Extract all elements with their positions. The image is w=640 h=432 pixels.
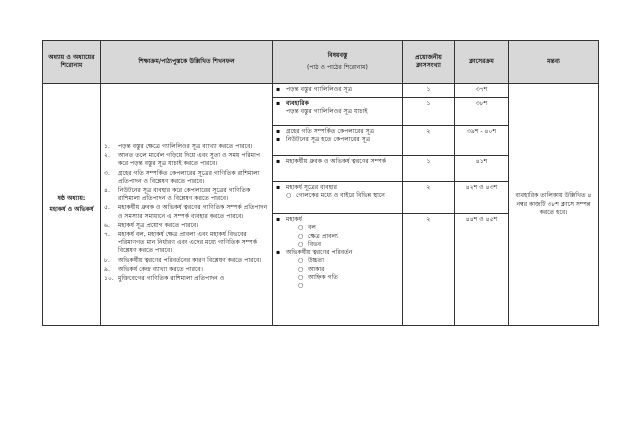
content-text: মহাকর্ষ সূত্রের ব্যবহার (286, 184, 338, 192)
content-item (276, 233, 399, 241)
classes-cell: ২ (403, 126, 455, 156)
square-bullet-icon: ▪ (276, 136, 281, 144)
order-cell: ৪২শ ও ৪৩শ (455, 182, 509, 214)
order-cell: ৩৯শ - ৪০শ (455, 126, 509, 156)
content-text: গোলকের মধ্যে ও বাইরে বিভিন্ন স্থানে (296, 192, 385, 200)
objective-text: নিউটনের সূত্র ব্যবহার করে কেপলারের সূত্রের গাণিতিক রাশিমালা প্রতিপাদন ও বিশ্লেষণ করতে পারবে। (118, 186, 251, 203)
objectives-list (104, 143, 269, 284)
objective-text: মহাকর্ষীয় ধ্রুবক ও অভিকর্ষ ত্বরণের গাণিতিক সম্পর্ক প্রতিপাদন ও সমস্যার সমাধানে এ সম্পর্ক ব্যবহার করতে পারবে। (118, 204, 268, 220)
hollow-circle-icon: ○ (298, 281, 304, 289)
content-item (276, 108, 399, 116)
objective-item (104, 143, 269, 151)
objective-item (104, 204, 269, 220)
content-text: পড়ন্ত বস্তুর গ্যালিলিওর সূত্র (286, 86, 353, 93)
content-item (276, 282, 399, 290)
square-bullet-icon: ▪ (276, 158, 281, 166)
hollow-circle-icon: ○ (298, 240, 304, 248)
square-bullet-icon: ▪ (276, 249, 281, 257)
objective-item (104, 152, 269, 168)
objective-number: ৭. (104, 231, 110, 239)
classes-cell: ১ (403, 84, 455, 98)
objective-text: আনত তলে মার্বেল গড়িয়ে দিয়ে এবং সুতা ও সময় পরিমাপ করে পড়ন্ত বস্তুর সূত্র যাচাই করতে পারবে। (118, 152, 260, 168)
content-cell (273, 156, 403, 182)
content-list (276, 128, 399, 144)
hollow-circle-icon: ○ (298, 265, 304, 273)
content-text: গ্রহের গতি সম্পর্কিত কেপলারের সূত্র (286, 128, 375, 136)
content-text: বল (308, 224, 316, 232)
hollow-circle-icon: ○ (286, 192, 292, 200)
header-objectives: শিক্ষাক্রম/পাঠ্যপুস্তকে উল্লিখিত শিখনফল (101, 41, 273, 84)
content-text: মহাকর্ষীয় ধ্রুবক ও অভিকর্ষ ত্বরণের সম্পর্ক (286, 158, 387, 166)
square-bullet-icon: ▪ (276, 184, 281, 192)
objective-text: অভিকর্ষ কেন্দ্র ব্যাখ্যা করতে পারবে। (118, 265, 203, 273)
content-item (276, 86, 399, 94)
table-row (43, 84, 599, 98)
objective-text: মহাকর্ষ সূত্র প্রয়োগ করতে পারবে। (118, 221, 199, 229)
content-item (276, 216, 399, 224)
chapter-title: মহাকর্ষ ও অভিকর্ষ (49, 206, 94, 214)
curriculum-table (42, 40, 599, 326)
content-item (276, 266, 399, 274)
hollow-circle-icon: ○ (298, 232, 304, 240)
objective-number: ৪. (104, 186, 110, 194)
objective-item (104, 187, 269, 203)
content-cell (273, 214, 403, 326)
objective-number: ৫. (104, 204, 110, 212)
content-text: বিভব (308, 240, 322, 248)
classes-cell: ২ (403, 182, 455, 214)
content-list (276, 184, 399, 200)
objective-item (104, 170, 269, 186)
content-cell (273, 126, 403, 156)
content-text: উচ্চতা (308, 257, 324, 265)
header-class-order: ক্লাসেরক্রম (455, 41, 509, 84)
header-row (43, 41, 599, 84)
objective-number: ১. (104, 142, 110, 150)
hollow-circle-icon: ○ (298, 257, 304, 265)
content-text: পড়ন্ত বস্তুর গ্যালিলিওর সূত্র যাচাই (286, 108, 368, 116)
content-item (276, 224, 399, 232)
objective-item (104, 257, 269, 265)
classes-cell: ১ (403, 156, 455, 182)
content-text: আকার (308, 265, 325, 273)
objective-item (104, 231, 269, 256)
chapter-cell (43, 84, 101, 326)
objectives-cell (101, 84, 273, 326)
indent-spacer (276, 108, 286, 116)
order-cell: ৩৭শ (455, 84, 509, 98)
content-item (276, 257, 399, 265)
content-item (276, 184, 399, 192)
content-item (276, 136, 399, 144)
content-item (276, 241, 399, 249)
content-text: মহাকর্ষ (286, 216, 302, 224)
header-classes-needed: প্রয়োজনীয় ক্লাসসংখ্যা (403, 41, 455, 84)
square-bullet-icon: ▪ (276, 128, 281, 136)
content-text: নিউটনের সূত্র হতে কেপলারের সূত্র (286, 136, 371, 144)
objective-number: ৮. (104, 256, 110, 264)
objective-number: ২. (104, 152, 110, 160)
header-remarks: মন্তব্য (509, 41, 599, 84)
objective-text: গ্রহের গতি সম্পর্কিত কেপলারের সূত্রের গাণিতিক রাশিমালা প্রতিপাদন ও বিশ্লেষণ করতে পারবে। (118, 169, 260, 185)
content-text: ব্যবহারিক (286, 100, 309, 108)
remarks-cell: ব্যবহারিক তালিকায় উল্লিখিত ৪ নম্বর কাজটি ৩৮শ ক্লাসে সম্পন্ন করতে হবে। (509, 84, 599, 326)
order-cell: ৩৮শ (455, 98, 509, 126)
header-content (273, 41, 403, 84)
objective-text: মহাকর্ষ বল, মহাকর্ষ ক্ষেত্র প্রাবল্য এবং মহাকর্ষ বিভবের পরিমাণগত মান নির্ধারণ এবং এদের মধ্যে গাণিতিক সম্পর্ক বিশ্লেষণ করতে পারবে। (118, 231, 258, 255)
objective-text: পড়ন্ত বস্তুর ক্ষেত্রে গ্যালিলিওর সূত্র ব্যাখ্যা করতে পারবে। (118, 142, 253, 150)
content-list (276, 100, 399, 116)
content-item (276, 192, 399, 200)
order-cell: ৪৪শ ও ৪৫শ (455, 214, 509, 326)
square-bullet-icon: ▪ (276, 100, 281, 108)
header-chapter: অধ্যায় ও অধ্যায়ের শিরোনাম (43, 41, 101, 84)
square-bullet-icon: ▪ (276, 86, 281, 93)
content-text: অভিকর্ষীয় ত্বরণের পরিবর্তন (286, 249, 353, 257)
objective-number: ১০. (104, 275, 114, 283)
square-bullet-icon: ▪ (276, 216, 281, 224)
classes-cell: ২ (403, 214, 455, 326)
content-cell (273, 98, 403, 126)
content-list (276, 158, 399, 166)
hollow-circle-icon: ○ (298, 273, 304, 281)
objective-number: ৯. (104, 265, 110, 273)
header-content-title: বিষয়বস্তু (327, 51, 348, 59)
chapter-number: ষষ্ঠ অধ্যায়: (57, 194, 86, 202)
content-item (276, 249, 399, 257)
content-item (276, 274, 399, 282)
content-text: আহ্নিক গতি (308, 273, 338, 281)
objective-number: ৬. (104, 221, 110, 229)
objective-number: ৩. (104, 169, 110, 177)
content-item (276, 158, 399, 166)
classes-cell: ১ (403, 98, 455, 126)
objective-text: অভিকর্ষীয় ত্বরণের পরিবর্তনের কারণ বিশ্লেষণ করতে পারবে। (118, 256, 262, 264)
order-cell: ৪১শ (455, 156, 509, 182)
header-content-sub: (পাঠ ও পাঠের শিরোনাম) (307, 64, 368, 71)
hollow-circle-icon: ○ (298, 224, 304, 232)
content-cell (273, 84, 403, 98)
content-list (276, 216, 399, 290)
content-list (276, 86, 399, 94)
objective-item (104, 266, 269, 274)
content-item (276, 100, 399, 108)
objective-item (104, 222, 269, 230)
objective-text: মুক্তিবেগের গাণিতিক রাশিমালা প্রতিপাদন ও (118, 275, 225, 283)
content-cell (273, 182, 403, 214)
content-text: ক্ষেত্র প্রাবল্য (308, 232, 338, 240)
objective-item (104, 275, 269, 283)
